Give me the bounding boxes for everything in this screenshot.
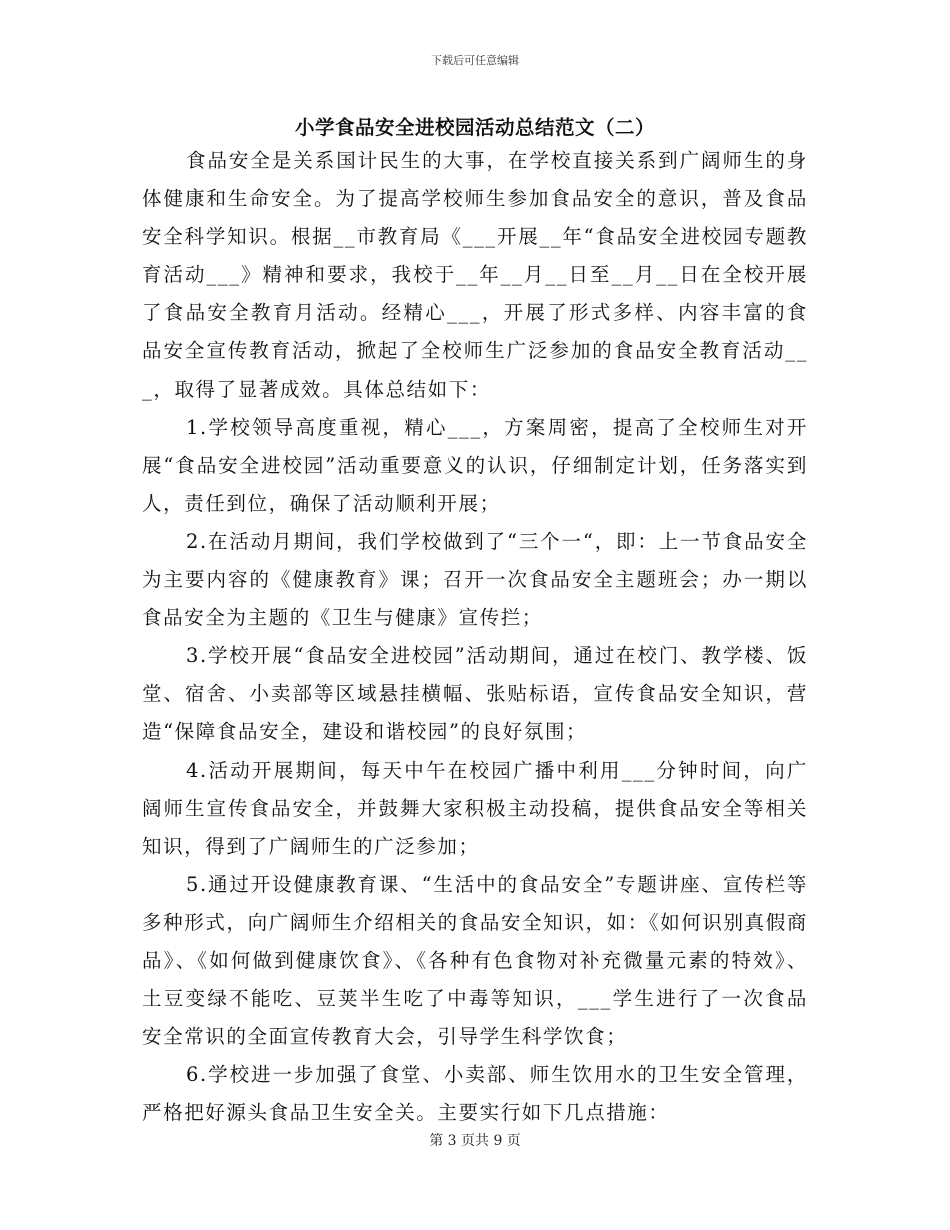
paragraph-item-2: 2.在活动月期间，我们学校做到了“三个一“，即：上一节食品安全为主要内容的《健康教育》课；召开一次食品安全主题班会；办一期以食品安全为主题的《卫生与健康》宣传拦； [142, 529, 808, 630]
header-note: 下载后可任意编辑 [431, 54, 519, 67]
paragraph-item-4: 4.活动开展期间，每天中午在校园广播中利用___分钟时间，向广阔师生宣传食品安全，并鼓舞大家积极主动投稿，提供食品安全等相关知识，得到了广阔师生的广泛参加； [142, 758, 808, 858]
page-number-footer: 第 3 页共 9 页 [429, 1133, 521, 1149]
paragraph-intro: 食品安全是关系国计民生的大事，在学校直接关系到广阔师生的身体健康和生命安全。为了提高学校师生参加食品安全的意识，普及食品安全科学知识。根据__市教育局《___开展__年“食品安全进校园专题教育活动___》精神和要求，我校于__年__月__日至__月__日在全校开展了食品安全教育月活动。经精心___，开展了形式多样、内容丰富的食品安全宣传教育活动，掀起了全校师生广泛参加的食品安全教育活动___，取得了显著成效。具体总结如下： [142, 149, 808, 401]
paragraph-item-5: 5.通过开设健康教育课、“生活中的食品安全”专题讲座、宣传栏等多种形式，向广阔师生介绍相关的食品安全知识，如：《如何识别真假商品》、《如何做到健康饮食》、《各种有色食物对补充微量元素的特效》、土豆变绿不能吃、豆荚半生吃了中毒等知识，___学生进行了一次食品安全常识的全面宣传教育大会，引导学生科学饮食； [142, 872, 808, 1049]
document-title: 小学食品安全进校园活动总结范文（二） [294, 116, 655, 139]
paragraph-item-1: 1.学校领导高度重视，精心___，方案周密，提高了全校师生对开展“食品安全进校园”活动重要意义的认识，仔细制定计划，任务落实到人，责任到位，确保了活动顺利开展； [142, 415, 808, 515]
paragraph-item-3: 3.学校开展“食品安全进校园”活动期间，通过在校门、教学楼、饭堂、宿舍、小卖部等区域悬挂横幅、张贴标语，宣传食品安全知识，营造“保障食品安全，建设和谐校园”的良好氛围； [142, 644, 808, 744]
paragraph-item-6: 6.学校进一步加强了食堂、小卖部、师生饮用水的卫生安全管理，严格把好源头食品卫生安全关。主要实行如下几点措施： [142, 1063, 808, 1125]
document-body [142, 142, 808, 1132]
